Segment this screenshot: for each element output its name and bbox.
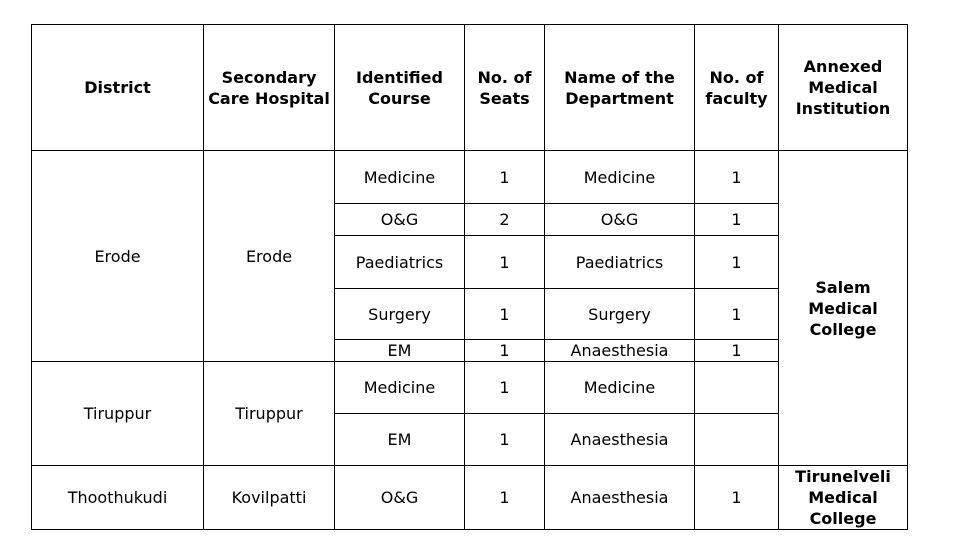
seats-cell: 1 xyxy=(465,362,545,414)
faculty-cell: 1 xyxy=(695,466,779,530)
faculty-cell xyxy=(695,362,779,414)
header-course: Identified Course xyxy=(335,25,465,151)
hospital-cell: Erode xyxy=(204,151,335,362)
table-row xyxy=(32,466,908,530)
header-hospital: Secondary Care Hospital xyxy=(204,25,335,151)
hospital-cell: Kovilpatti xyxy=(204,466,335,530)
department-cell: O&G xyxy=(545,204,695,236)
hospital-cell: Tiruppur xyxy=(204,362,335,466)
header-district: District xyxy=(32,25,204,151)
department-cell: Anaesthesia xyxy=(545,414,695,466)
seats-cell: 2 xyxy=(465,204,545,236)
faculty-cell: 1 xyxy=(695,236,779,289)
district-cell: Erode xyxy=(32,151,204,362)
department-cell: Paediatrics xyxy=(545,236,695,289)
course-cell: Medicine xyxy=(335,151,465,204)
seats-cell: 1 xyxy=(465,151,545,204)
department-cell: Surgery xyxy=(545,289,695,340)
seats-cell: 1 xyxy=(465,289,545,340)
faculty-allocation-table xyxy=(31,24,908,530)
seats-cell: 1 xyxy=(465,466,545,530)
faculty-cell xyxy=(695,414,779,466)
header-seats: No. of Seats xyxy=(465,25,545,151)
course-cell: O&G xyxy=(335,204,465,236)
seats-cell: 1 xyxy=(465,340,545,362)
district-cell: Thoothukudi xyxy=(32,466,204,530)
course-cell: EM xyxy=(335,340,465,362)
course-cell: Paediatrics xyxy=(335,236,465,289)
faculty-cell: 1 xyxy=(695,204,779,236)
faculty-cell: 1 xyxy=(695,289,779,340)
institution-cell: Tirunelveli Medical College xyxy=(779,466,908,530)
department-cell: Anaesthesia xyxy=(545,466,695,530)
seats-cell: 1 xyxy=(465,236,545,289)
course-cell: Surgery xyxy=(335,289,465,340)
department-cell: Medicine xyxy=(545,151,695,204)
faculty-cell: 1 xyxy=(695,151,779,204)
department-cell: Anaesthesia xyxy=(545,340,695,362)
seats-cell: 1 xyxy=(465,414,545,466)
header-institution: Annexed Medical Institution xyxy=(779,25,908,151)
header-row xyxy=(32,25,908,151)
institution-cell: Salem Medical College xyxy=(779,151,908,466)
table-row xyxy=(32,151,908,204)
district-cell: Tiruppur xyxy=(32,362,204,466)
header-department: Name of the Department xyxy=(545,25,695,151)
course-cell: EM xyxy=(335,414,465,466)
department-cell: Medicine xyxy=(545,362,695,414)
table-row xyxy=(32,362,908,414)
header-faculty: No. of faculty xyxy=(695,25,779,151)
course-cell: O&G xyxy=(335,466,465,530)
course-cell: Medicine xyxy=(335,362,465,414)
faculty-cell: 1 xyxy=(695,340,779,362)
